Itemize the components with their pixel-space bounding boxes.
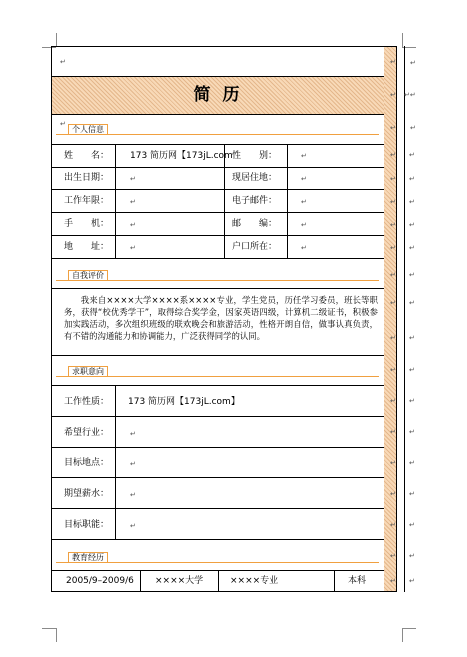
edu-degree: 本科 bbox=[348, 576, 367, 586]
rule bbox=[51, 114, 384, 115]
crop-mark bbox=[56, 33, 57, 47]
rule bbox=[51, 447, 384, 448]
cell-end-mark: ↵ bbox=[390, 552, 396, 560]
name-label: 姓 名： bbox=[64, 151, 110, 161]
crop-mark bbox=[42, 628, 56, 629]
cell-end-mark: ↵ bbox=[390, 459, 396, 467]
paragraph-mark: ↵ bbox=[130, 175, 136, 183]
rule bbox=[51, 167, 384, 168]
row-end-mark: ↵ bbox=[409, 397, 415, 405]
job-location-label: 目标地点： bbox=[64, 458, 110, 468]
paragraph-mark: ↵ bbox=[410, 59, 416, 67]
row-end-mark: ↵ bbox=[409, 221, 415, 229]
cell-end-mark: ↵ bbox=[390, 198, 396, 206]
edu-period: 2005/9–2009/6 bbox=[66, 576, 134, 586]
paragraph-mark: ↵ bbox=[130, 244, 136, 252]
paragraph-mark: ↵ bbox=[410, 124, 416, 132]
rule bbox=[51, 539, 384, 540]
side-band-border bbox=[396, 46, 397, 592]
paragraph-mark: ↵ bbox=[130, 221, 136, 229]
cell-end-mark: ↵ bbox=[390, 490, 396, 498]
col-rule bbox=[115, 385, 116, 539]
job-nature-label: 工作性质： bbox=[64, 397, 110, 407]
cell-end-mark: ↵ bbox=[390, 397, 396, 405]
cell-end-mark: ↵ bbox=[390, 521, 396, 529]
cell-end-mark: ↵ bbox=[390, 299, 396, 307]
cell-end-mark: ↵ bbox=[390, 175, 396, 183]
name-value: 173 简历网【173jL.com bbox=[130, 151, 233, 161]
row-end-mark: ↵ bbox=[409, 244, 415, 252]
paragraph-mark: ↵ bbox=[130, 430, 136, 438]
row-end-mark: ↵ bbox=[409, 299, 415, 307]
self-evaluation-text: 我来自××××大学××××系××××专业，学生党员，历任学习委员，班长等职务，获得“校优秀学干”，取得综合奖学金，因家英语四级，计算机二级证书，积极参加实践活动，多次组织班级的联欢晚会和旅游活动，性格开朗自信，做事认真负责，有不错的沟通能力和协调能力，广泛获得同学的认同。 bbox=[64, 295, 378, 341]
cell-end-mark: ↵ bbox=[390, 366, 396, 374]
rule bbox=[51, 477, 384, 478]
residence-label: 现居住地： bbox=[232, 173, 278, 183]
cell-end-mark: ↵ bbox=[390, 244, 396, 252]
rule bbox=[51, 235, 384, 236]
section-self-eval: 自我评价 bbox=[68, 270, 108, 281]
paragraph-mark: ↵ bbox=[390, 124, 396, 132]
row-end-mark: ↵ bbox=[409, 366, 415, 374]
mobile-label: 手 机： bbox=[64, 219, 110, 229]
address-label: 地 址： bbox=[64, 242, 110, 252]
paragraph-mark: ↵ bbox=[301, 221, 307, 229]
row-end-mark: ↵ bbox=[409, 428, 415, 436]
rule bbox=[51, 355, 384, 356]
row-end-mark: ↵ bbox=[409, 521, 415, 529]
job-position-label: 目标职能： bbox=[64, 520, 110, 530]
rule bbox=[51, 258, 384, 259]
paragraph-mark: ↵ bbox=[130, 198, 136, 206]
paragraph-mark: ↵ bbox=[301, 244, 307, 252]
col-rule bbox=[334, 570, 335, 591]
row-end-mark: ↵ bbox=[409, 271, 415, 279]
email-label: 电子邮件： bbox=[232, 196, 278, 206]
row-end-mark: ↵ bbox=[409, 490, 415, 498]
side-band-border bbox=[404, 46, 405, 592]
col-rule bbox=[140, 570, 141, 591]
row-end-mark: ↵ bbox=[409, 151, 415, 159]
section-line bbox=[56, 280, 379, 281]
section-line bbox=[56, 376, 379, 377]
crop-mark bbox=[56, 628, 57, 642]
section-line bbox=[56, 134, 379, 135]
rule bbox=[51, 144, 384, 145]
rule bbox=[51, 508, 384, 509]
hukou-label: 户口所在： bbox=[232, 242, 278, 252]
row-end-mark: ↵ bbox=[409, 577, 415, 585]
postal-label: 邮 编： bbox=[232, 219, 278, 229]
row-end-mark: ↵ bbox=[409, 459, 415, 467]
cell-end-mark: ↵ bbox=[390, 428, 396, 436]
cell-end-mark: ↵ bbox=[390, 271, 396, 279]
frame-top bbox=[51, 46, 396, 47]
section-job-intent: 求职意向 bbox=[68, 366, 108, 377]
paragraph-mark: ↵ bbox=[301, 175, 307, 183]
job-nature-value: 173 简历网【173jL.com】 bbox=[128, 397, 240, 407]
paragraph-mark: ↵ bbox=[301, 152, 307, 160]
paragraph-mark: ↵ bbox=[60, 120, 66, 128]
rule bbox=[51, 212, 384, 213]
cell-end-mark: ↵ bbox=[390, 334, 396, 342]
rule bbox=[51, 416, 384, 417]
gender-label: 性 别： bbox=[232, 151, 278, 161]
page-title: 简 历 bbox=[193, 85, 243, 105]
crop-mark bbox=[42, 47, 56, 48]
col-rule bbox=[218, 570, 219, 591]
paragraph-mark: ↵ bbox=[130, 491, 136, 499]
rule bbox=[51, 76, 384, 77]
paragraph-mark: ↵ bbox=[130, 522, 136, 530]
paragraph-mark: ↵ bbox=[390, 58, 396, 66]
row-end-mark: ↵ bbox=[409, 334, 415, 342]
crop-mark bbox=[402, 33, 403, 47]
paragraph-mark: ↵↵ bbox=[404, 91, 416, 99]
crop-mark bbox=[402, 628, 403, 642]
section-line bbox=[56, 562, 379, 563]
col-rule bbox=[115, 144, 116, 258]
edu-major: ××××专业 bbox=[230, 576, 279, 586]
job-industry-label: 希望行业： bbox=[64, 428, 110, 438]
rule bbox=[51, 288, 384, 289]
paragraph-mark: ↵ bbox=[301, 198, 307, 206]
paragraph-mark: ↵ bbox=[130, 460, 136, 468]
paragraph-mark: ↵ bbox=[390, 91, 396, 99]
crop-mark bbox=[402, 628, 416, 629]
rule bbox=[51, 385, 384, 386]
job-salary-label: 期望薪水： bbox=[64, 489, 110, 499]
cell-end-mark: ↵ bbox=[390, 151, 396, 159]
row-end-mark: ↵ bbox=[409, 552, 415, 560]
row-end-mark: ↵ bbox=[409, 175, 415, 183]
frame-left bbox=[51, 46, 52, 592]
birth-label: 出生日期： bbox=[64, 173, 110, 183]
cell-end-mark: ↵ bbox=[390, 577, 396, 585]
frame-bottom bbox=[51, 591, 396, 592]
cell-end-mark: ↵ bbox=[390, 221, 396, 229]
col-rule bbox=[287, 144, 288, 258]
section-education: 教育经历 bbox=[68, 552, 108, 563]
rule bbox=[51, 189, 384, 190]
row-end-mark: ↵ bbox=[409, 198, 415, 206]
paragraph-mark: ↵ bbox=[60, 58, 66, 66]
experience-label: 工作年限： bbox=[64, 196, 110, 206]
section-personal: 个人信息 bbox=[68, 124, 108, 135]
edu-school: ××××大学 bbox=[155, 576, 204, 586]
